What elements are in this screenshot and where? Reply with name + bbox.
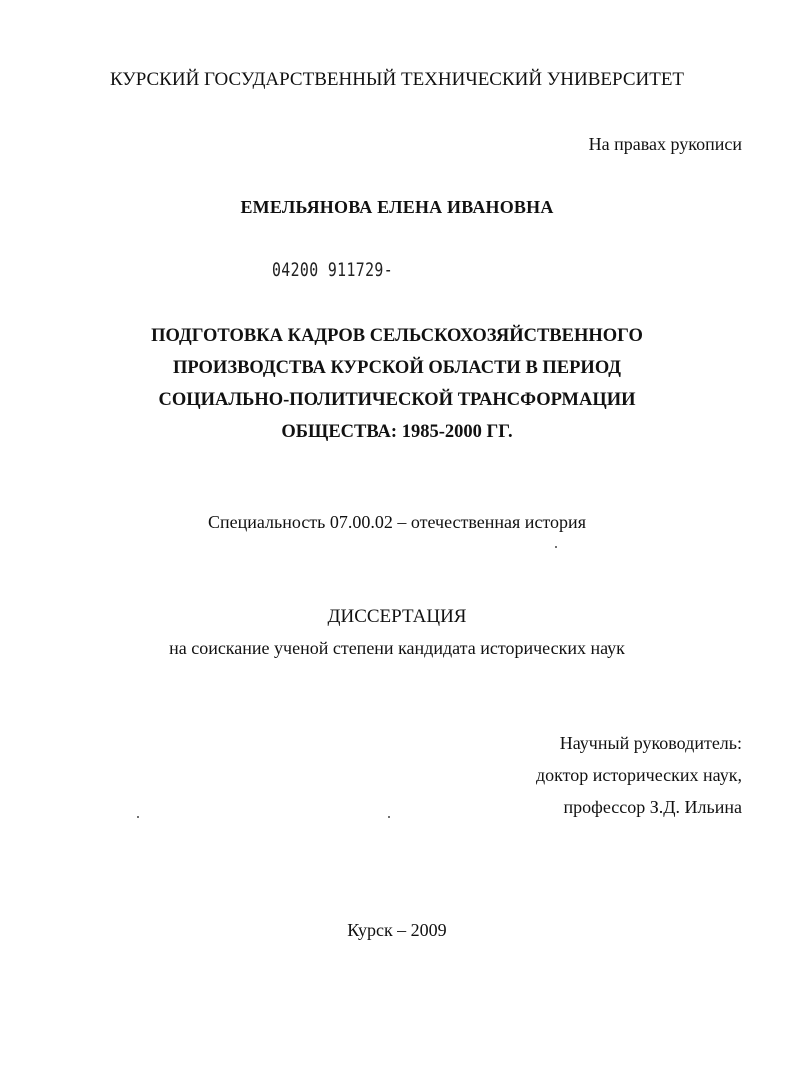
scan-speck [555, 546, 557, 548]
university-name: КУРСКИЙ ГОСУДАРСТВЕННЫЙ ТЕХНИЧЕСКИЙ УНИВЕРСИТЕТ [109, 69, 685, 90]
author-name: ЕМЕЛЬЯНОВА ЕЛЕНА ИВАНОВНА [240, 197, 554, 217]
degree-line: на соискание ученой степени кандидата исторических наук [169, 638, 625, 658]
title-line: ПОДГОТОВКА КАДРОВ СЕЛЬСКОХОЗЯЙСТВЕННОГО [151, 326, 643, 346]
supervisor-role: Научный руководитель: [559, 733, 742, 753]
manuscript-rights-note: На правах рукописи [588, 134, 742, 154]
specialty-line: Специальность 07.00.02 – отечественная история [208, 512, 586, 532]
title-line: ПРОИЗВОДСТВА КУРСКОЙ ОБЛАСТИ В ПЕРИОД [172, 358, 622, 378]
scan-speck [388, 816, 390, 818]
city-year: Курск – 2009 [347, 920, 447, 940]
dissertation-title [0, 320, 794, 448]
document-type: ДИССЕРТАЦИЯ [327, 606, 467, 627]
scan-speck [137, 816, 139, 818]
title-line: ОБЩЕСТВА: 1985-2000 ГГ. [281, 422, 513, 442]
catalog-number-stamp: 04200 911729- [272, 259, 394, 281]
title-line: СОЦИАЛЬНО-ПОЛИТИЧЕСКОЙ ТРАНСФОРМАЦИИ [158, 390, 636, 410]
supervisor-degree: доктор исторических наук, [536, 765, 742, 785]
supervisor-name: профессор З.Д. Ильина [563, 797, 742, 817]
